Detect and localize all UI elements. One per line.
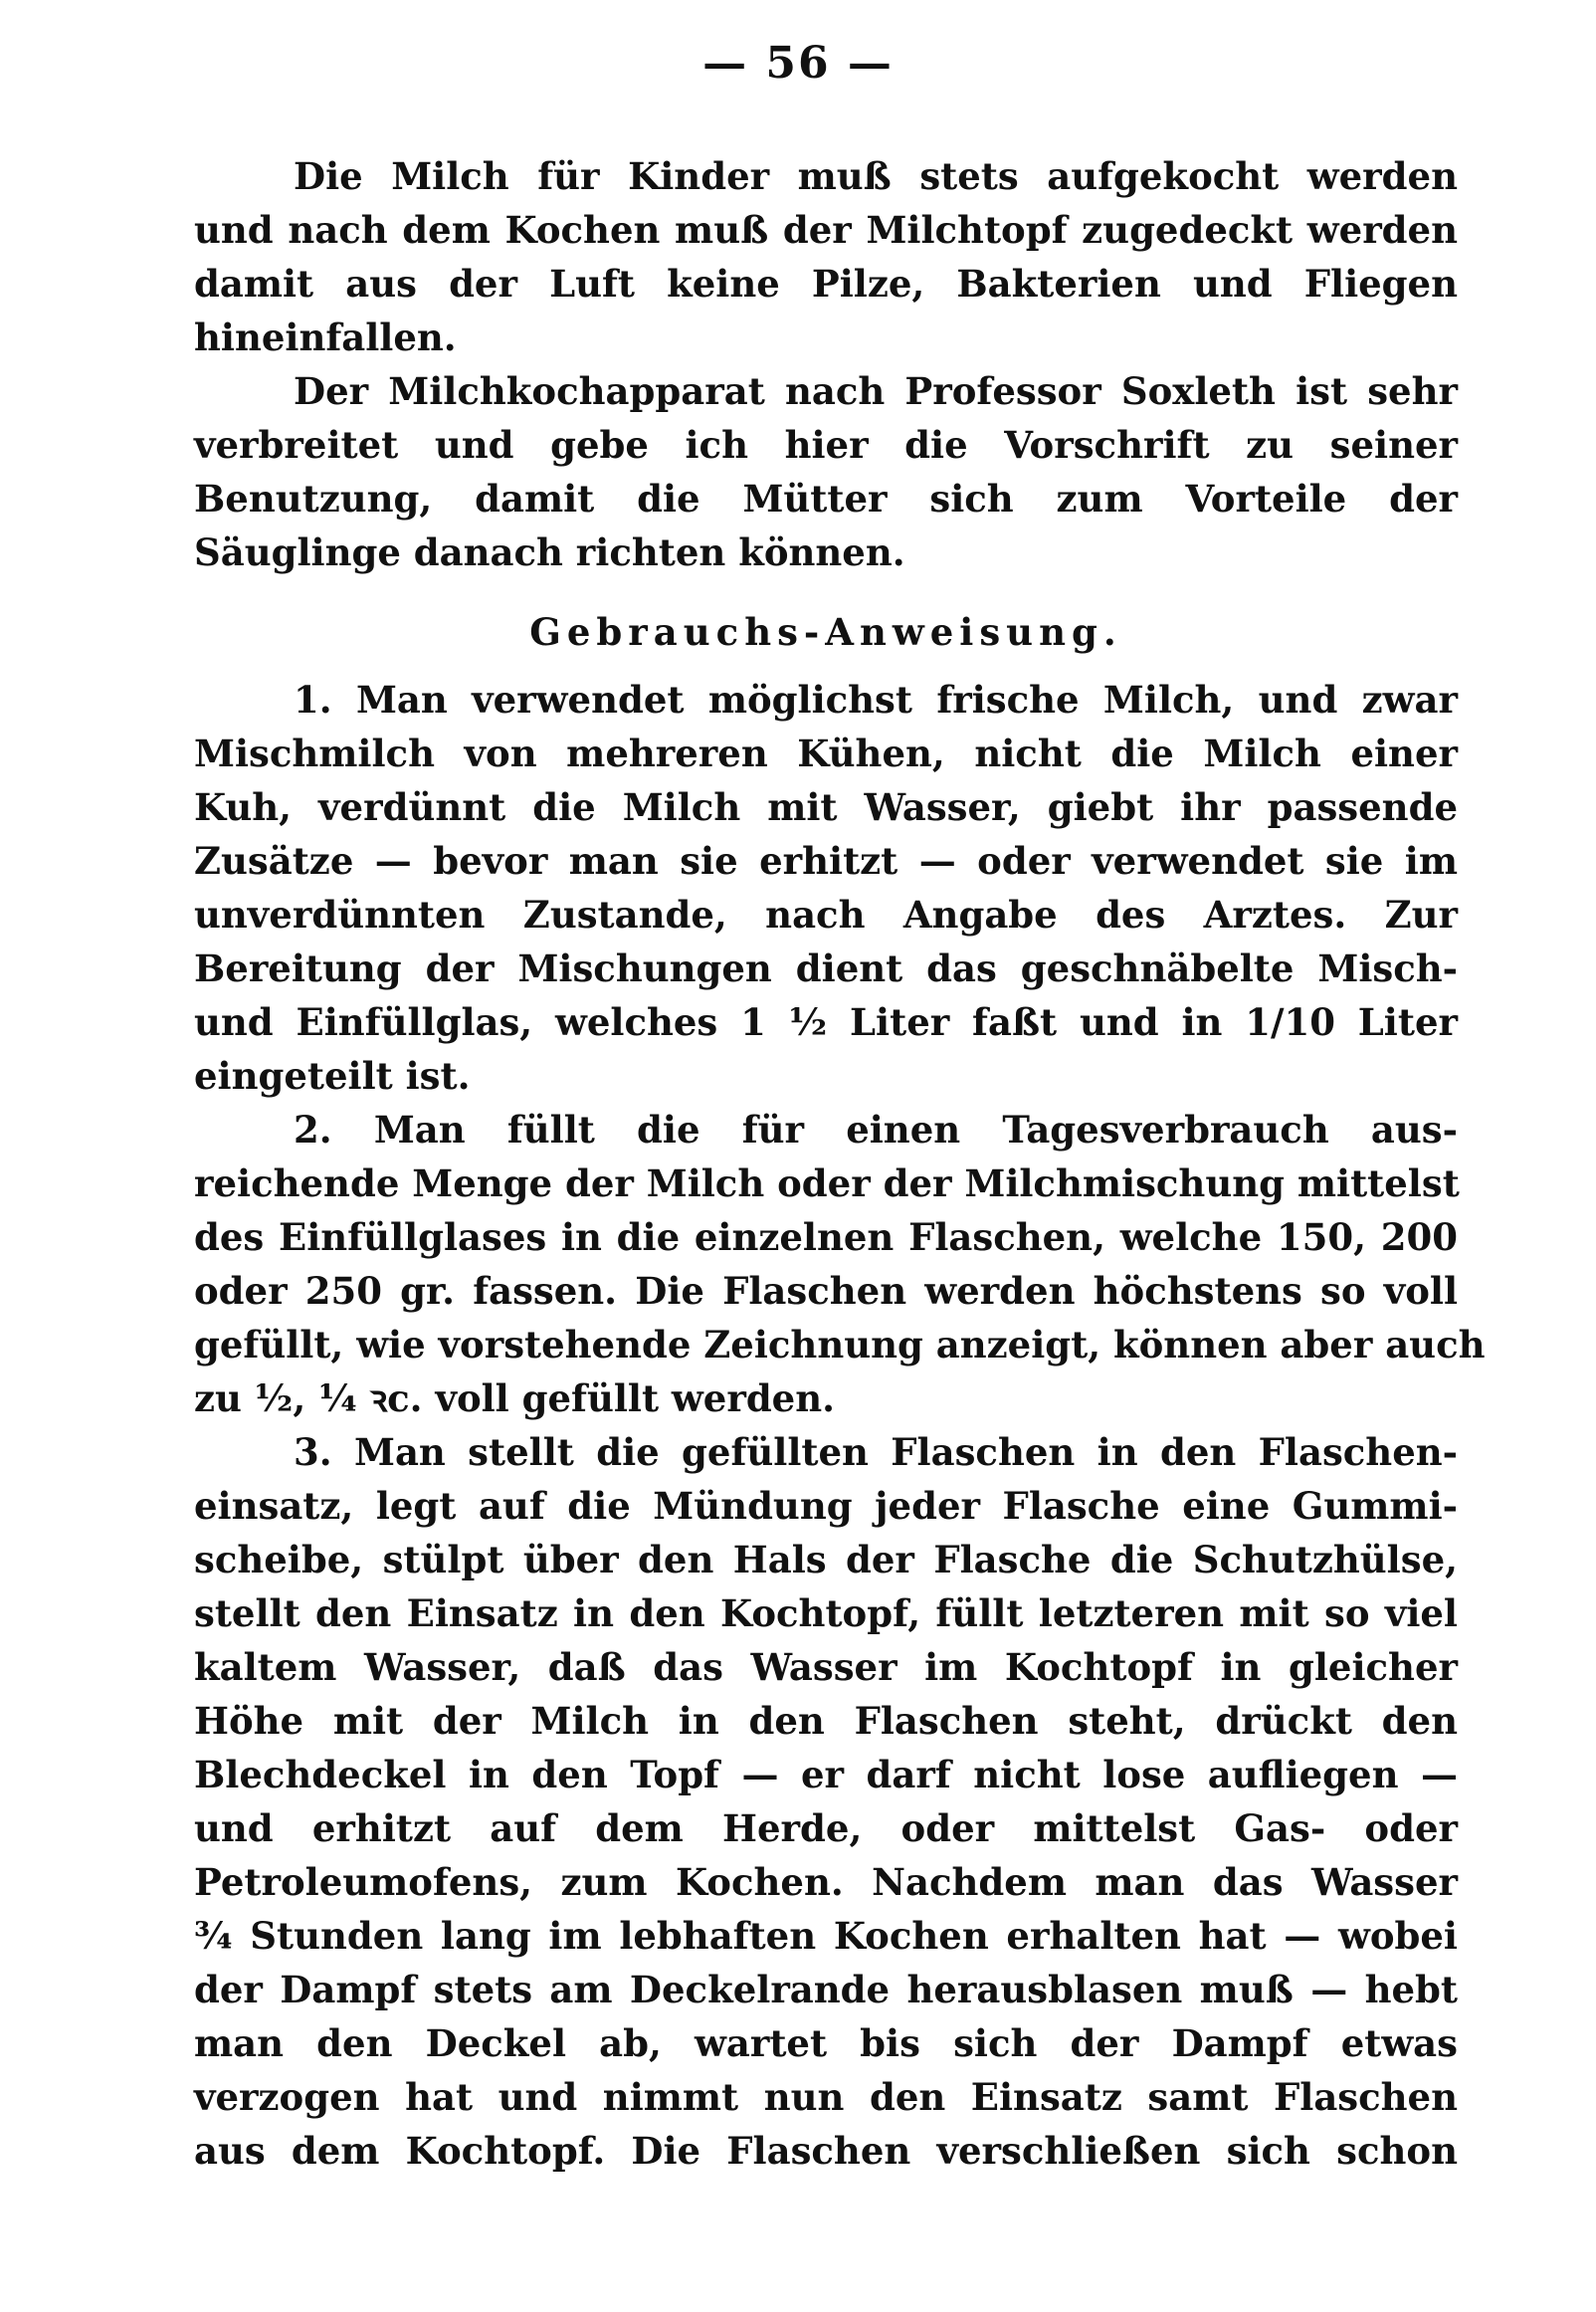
text-line: eingeteilt ist. — [194, 1054, 471, 1098]
intro-paragraph-2 — [194, 364, 1458, 579]
text-line: Zusätze — bevor man sie erhitzt — oder verwendet sie im — [194, 839, 1458, 883]
text-line: oder 250 gr. fassen. Die Flaschen werden höchstens so voll — [194, 1269, 1458, 1313]
text-line: hineinfallen. — [194, 315, 457, 359]
text-line: 2. Man füllt die für einen Tagesverbrauch aus- — [294, 1108, 1458, 1152]
text-line: zu ½, ¼ ꝛc. voll gefüllt werden. — [194, 1376, 836, 1420]
text-line: ¾ Stunden lang im lebhaften Kochen erhalten hat — wobei — [194, 1914, 1458, 1958]
text-line: aus dem Kochtopf. Die Flaschen verschließen sich schon — [194, 2129, 1458, 2173]
text-line: verbreitet und gebe ich hier die Vorschrift zu seiner — [194, 423, 1458, 467]
text-line: unverdünnten Zustande, nach Angabe des Arztes. Zur — [194, 893, 1458, 937]
text-line: Benutzung, damit die Mütter sich zum Vorteile der — [194, 477, 1458, 521]
page-number: — 56 — — [702, 38, 894, 89]
text-line: kaltem Wasser, daß das Wasser im Kochtopf in gleicher — [194, 1645, 1458, 1689]
text-line: Kuh, verdünnt die Milch mit Wasser, giebt ihr passende — [194, 785, 1458, 829]
section-heading: Gebrauchs-Anweisung. — [529, 610, 1122, 654]
text-line: der Dampf stets am Deckelrande herausblasen muß — hebt — [194, 1968, 1458, 2011]
text-line: und erhitzt auf dem Herde, oder mittelst Gas- oder — [194, 1806, 1458, 1850]
text-line: damit aus der Luft keine Pilze, Bakterien und Fliegen — [194, 262, 1458, 306]
text-line: des Einfüllglases in die einzelnen Flaschen, welche 150, 200 — [194, 1215, 1458, 1259]
step-2-paragraph — [194, 1103, 1486, 1425]
text-line: scheibe, stülpt über den Hals der Flasche die Schutzhülse, — [194, 1538, 1458, 1581]
text-line: Höhe mit der Milch in den Flaschen steht, drückt den — [194, 1699, 1458, 1743]
text-line: gefüllt, wie vorstehende Zeichnung anzeigt, können aber auch — [194, 1323, 1486, 1366]
text-line: Die Milch für Kinder muß stets aufgekocht werden — [294, 154, 1458, 198]
text-line: und Einfüllglas, welches 1 ½ Liter faßt und in 1/10 Liter — [194, 1000, 1458, 1044]
text-line: stellt den Einsatz in den Kochtopf, füllt letzteren mit so viel — [194, 1591, 1458, 1635]
text-line: Mischmilch von mehreren Kühen, nicht die Milch einer — [194, 732, 1458, 775]
intro-paragraph-1 — [194, 149, 1458, 364]
text-line: 1. Man verwendet möglichst frische Milch, und zwar — [294, 678, 1458, 722]
text-line: einsatz, legt auf die Mündung jeder Flasche eine Gummi- — [194, 1484, 1458, 1528]
step-3-paragraph — [194, 1425, 1458, 2178]
text-line: Der Milchkochapparat nach Professor Soxleth ist sehr — [294, 369, 1458, 413]
page-body — [194, 149, 1486, 2178]
text-line: Petroleumofens, zum Kochen. Nachdem man das Wasser — [194, 1860, 1458, 1904]
text-line: Säuglinge danach richten können. — [194, 530, 905, 574]
text-line: 3. Man stellt die gefüllten Flaschen in den Flaschen- — [294, 1430, 1458, 1474]
text-line: Bereitung der Mischungen dient das geschnäbelte Misch- — [194, 946, 1458, 990]
text-line: verzogen hat und nimmt nun den Einsatz samt Flaschen — [194, 2075, 1458, 2119]
step-1-paragraph — [194, 673, 1458, 1103]
text-line: man den Deckel ab, wartet bis sich der Dampf etwas — [194, 2021, 1458, 2065]
text-line: reichende Menge der Milch oder der Milchmischung mittelst — [194, 1161, 1460, 1205]
text-line: und nach dem Kochen muß der Milchtopf zugedeckt werden — [194, 208, 1458, 252]
text-line: Blechdeckel in den Topf — er darf nicht lose aufliegen — — [194, 1753, 1458, 1796]
